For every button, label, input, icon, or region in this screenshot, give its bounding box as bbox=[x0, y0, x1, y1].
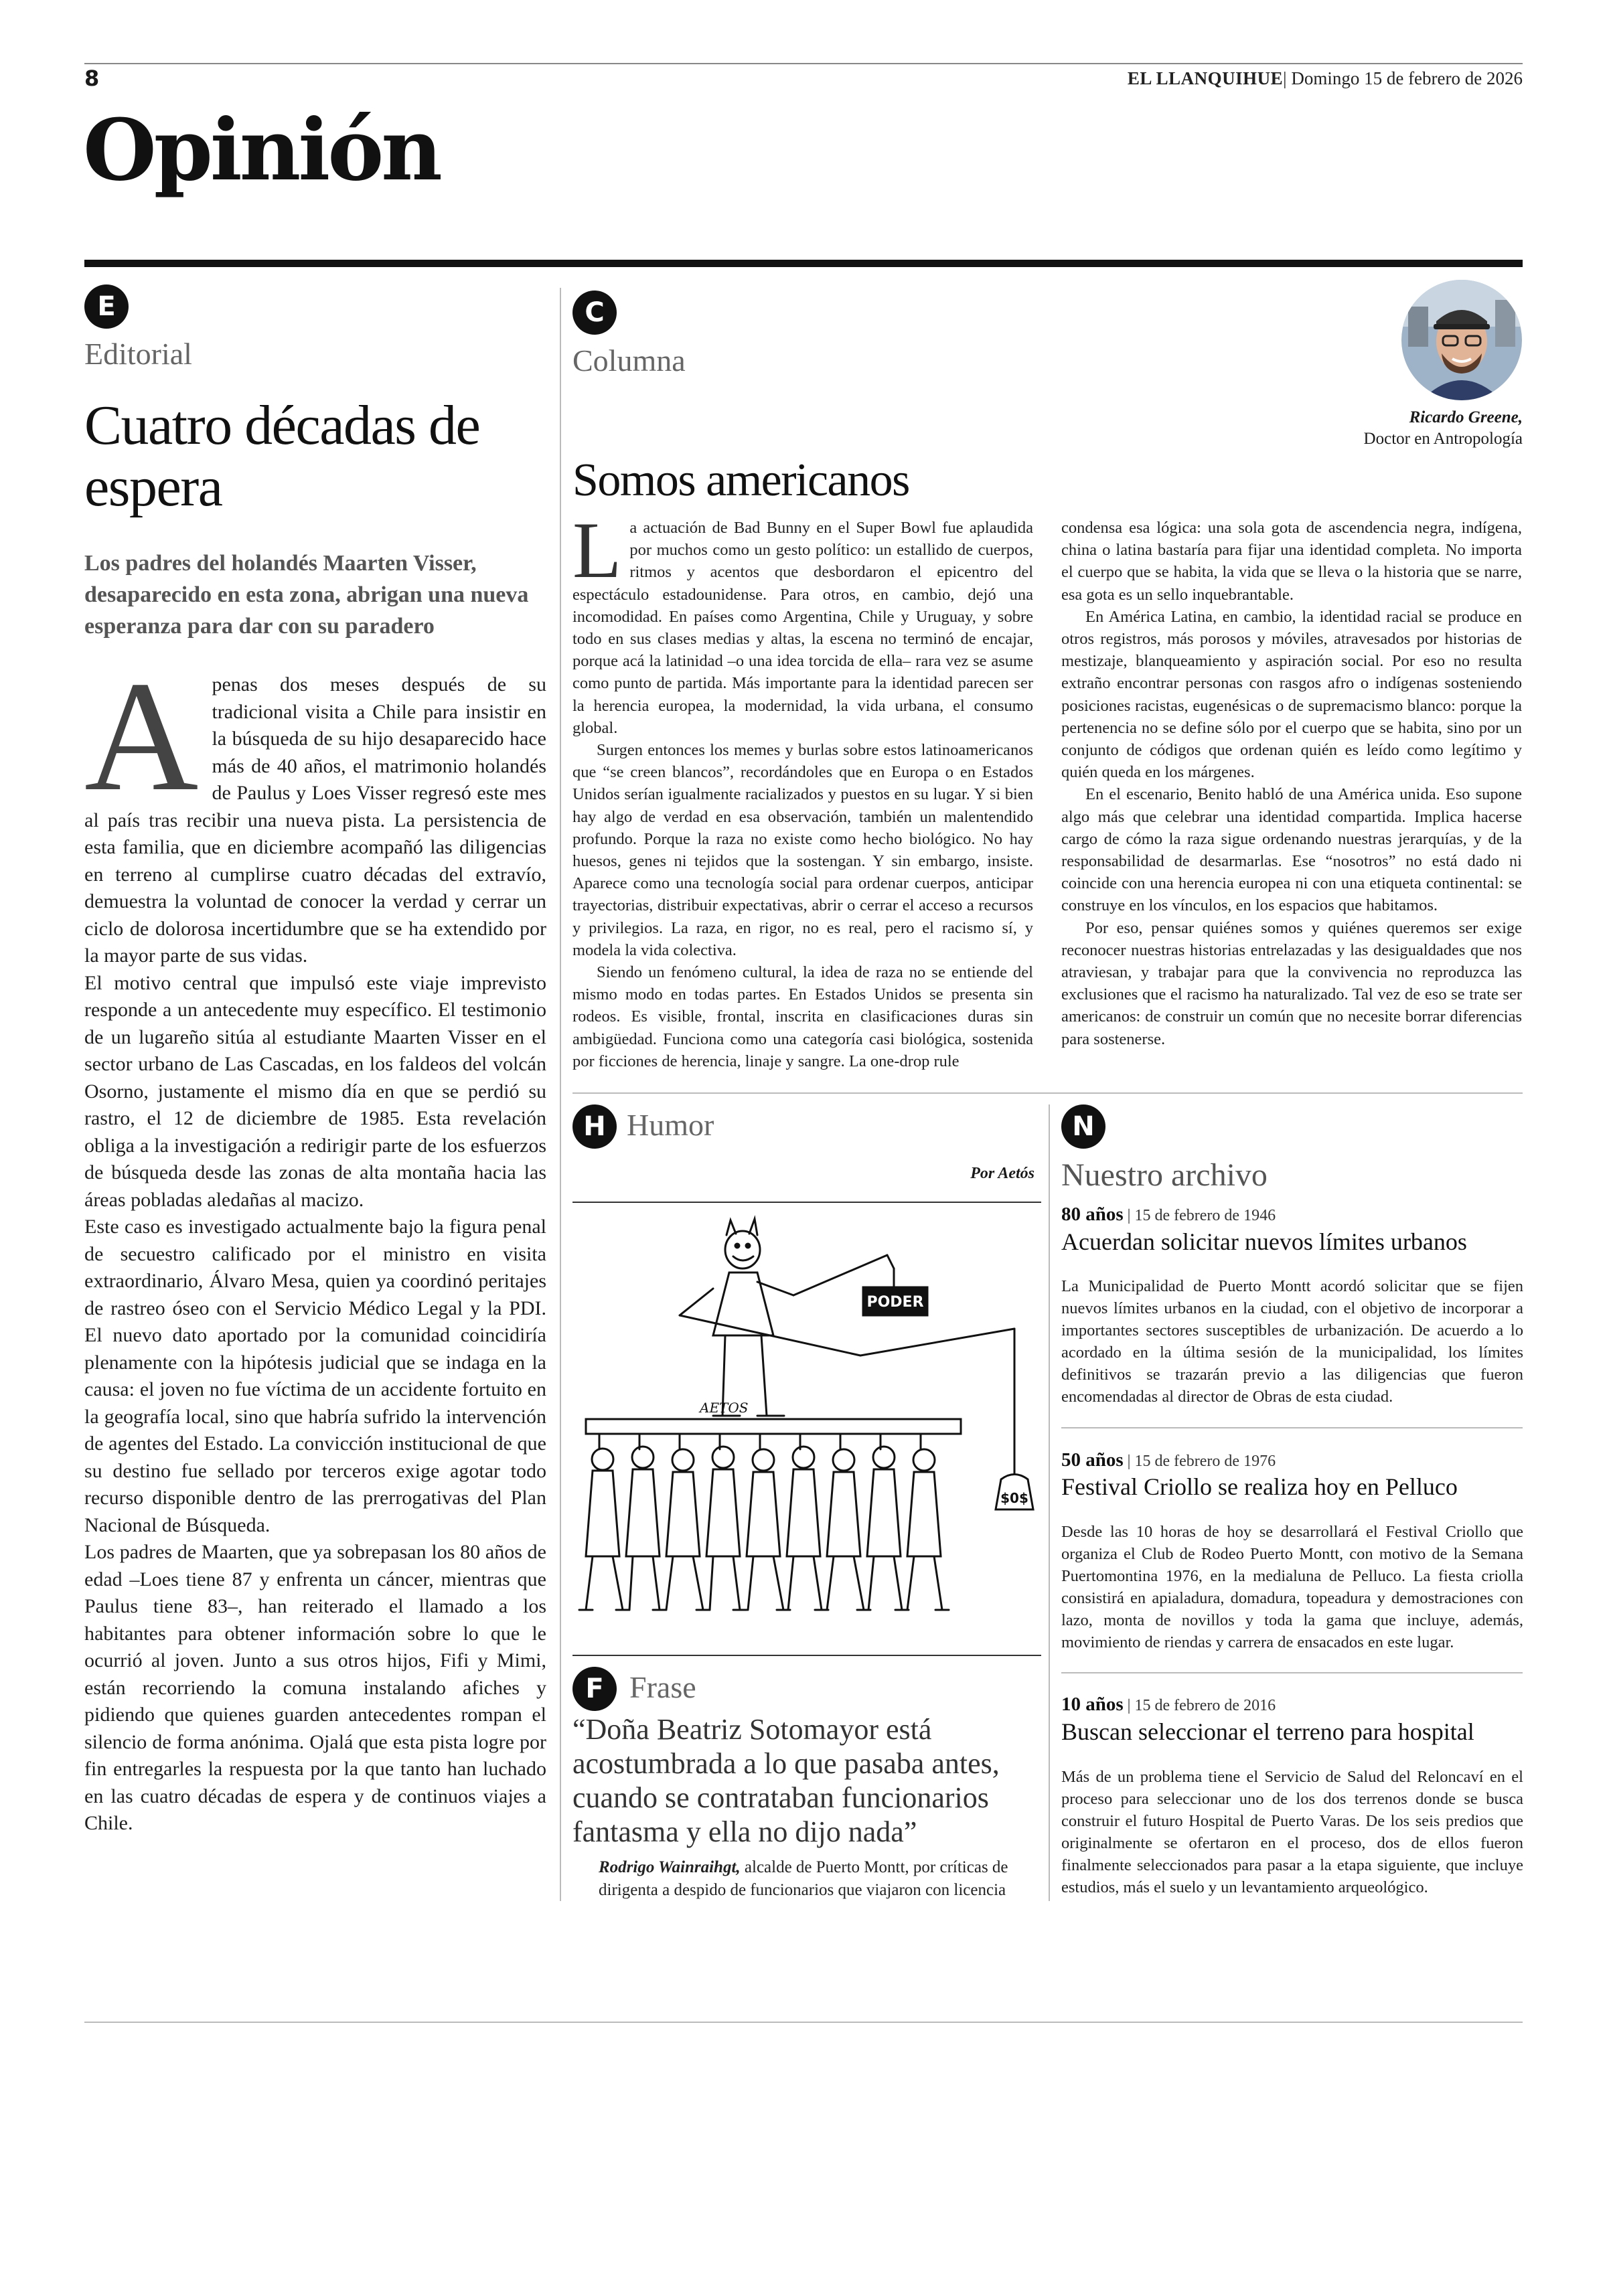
frase-badge: F bbox=[572, 1667, 617, 1711]
cartoon-sign-text: PODER bbox=[866, 1294, 924, 1311]
section-rule bbox=[84, 260, 1523, 267]
issue-date: Domingo 15 de febrero de 2026 bbox=[1291, 68, 1523, 88]
column-divider-left bbox=[560, 288, 561, 1901]
editorial-headline: Cuatro décadas de espera bbox=[84, 394, 480, 518]
archive-body-2: Desde las 10 horas de hoy se desarrollará el Festival Criollo que organiza el Club de Rodeo Puerto Montt, con motivo de la Semana Puertomontina 1976, en la medialuna de Pelluco. La fiesta criolla consistirá en apialadura, domadura, topeadura y demostraciones con lazo, monta de novillos y toda la gama que incluye, además, movimiento de riendas y carrera de ensacados en este lugar. bbox=[1061, 1523, 1523, 1651]
column-divider-right bbox=[1049, 1104, 1050, 1901]
column-paragraph: La actuación de Bad Bunny en el Super Bowl fue aplaudida por muchos como un gesto político: un estallido de cuerpos, ritmos y acentos que desbordaron el epicentro del espectáculo estadounidense. Para otros, en cambio, dejó una incomodidad. En países como Argentina, Chile y Uruguay, y sobre todo en sus clases medias y altas, la escena no terminó de encajar, porque acá la latinidad –o una idea torcida de ella– rara vez se asume como punto de partida. Más importante para la identidad parecen ser la herencia europea, la modernidad, la vida urbana, el consumo global. bbox=[572, 505, 1033, 737]
section-title: Opinión bbox=[83, 100, 440, 199]
column-paragraph: Surgen entonces los memes y burlas sobre estos latinoamericanos que “se creen blancos”, recordándoles que en Europa o en Estados Unidos serían igualmente racializados y puestos en su lugar. Y si bien hay algo de verdad en esa observación, también un malentendido profundo. Porque la raza no existe como hecho biológico. No hay huesos, genes ni tejidos que la sostengan. Y sin embargo, insiste. Aparece como una tecnología social para ordenar cuerpos, anticipar trayectorias, distribuir expectativas, abrir o cerrar el acceso a recursos y privilegios. La raza, en rigor, no es real, pero el racismo sí, y modela la vida colectiva. bbox=[572, 741, 1033, 959]
editorial-paragraph: Apenas dos meses después de su tradicional visita a Chile para insistir en la búsqueda de su hijo desaparecido hace más de 40 años, el matrimonio holandés de Paulus y Loes Visser regresó este mes al país tras recibir una nueva pista. La persistencia de esta familia, que en diciembre acompañó las diligencias en terreno al cumplirse cuatro décadas del extravío, demuestra la voluntad de conocer la verdad y cerrar un ciclo de dolorosa incertidumbre que se ha extendido por la mayor parte de sus vidas. bbox=[84, 649, 546, 967]
archive-badge: N bbox=[1061, 1104, 1105, 1149]
column-text-right bbox=[1061, 517, 1522, 1050]
frase-attribution bbox=[599, 1856, 1041, 1902]
editorial-paragraph: Este caso es investigado actualmente bajo la figura penal de secuestro calificado por el ministro en visita extraordinario, Álvaro Mesa, quien ya coordinó peritajes de rastreo óseo con el Servicio Médico Legal y la PDI. El nuevo dato aportado por la comunidad coincidiría plenamente con la hipótesis judicial que se indaga en la causa: el joven no fue víctima de un accidente fortuito en la geografía local, sino que habría sufrido la intervención de agentes del Estado. La convicción institucional de que su destino fue sellado por terceros exige agotar todo recurso disponible dentro de las prerrogativas del Plan Nacional de Búsqueda. bbox=[84, 1216, 546, 1536]
humor-cartoon bbox=[572, 1208, 1041, 1650]
column-paragraph: En el escenario, Benito habló de una América unida. Eso supone algo más que celebrar una identidad compartida. Implica hacerse cargo de cómo la raza sigue ordenando nuestras jerarquías, y de la responsabilidad de desarmarlas. Ese “nosotros” no está dado ni coincide con una herencia europea ni con una etiqueta continental: se construye en los vínculos, en los espacios que habitamos. bbox=[1061, 785, 1522, 915]
humor-badge: H bbox=[572, 1104, 617, 1149]
column-dropcap: L bbox=[572, 505, 622, 594]
editorial-kicker: Editorial bbox=[84, 337, 192, 371]
humor-bottom-rule bbox=[572, 1655, 1041, 1656]
column-paragraph: Siendo un fenómeno cultural, la idea de raza no se entiende del mismo modo en todas partes. En Estados Unidos se presenta sin rodeos. Es visible, frontal, inscrita en clasificaciones duras sin ambigüedad. Funciona como una categoría casi biológica, sostenida por ficciones de herencia, linaje y sangre. La one-drop rule bbox=[572, 963, 1033, 1070]
archive-divider bbox=[1061, 1672, 1523, 1673]
column-bottom-rule bbox=[572, 1092, 1523, 1094]
column-paragraph: condensa esa lógica: una sola gota de ascendencia negra, indígena, china o latina bastaría para fijar una identidad completa. No importa el cuerpo que se habita, la vida que se lleva o la historia que se narre, esa gota es un sello inquebrantable. bbox=[1061, 519, 1522, 604]
editorial-deck: Los padres del holandés Maarten Visser, desaparecido en esta zona, abrigan una nueva esperanza para dar con su paradero bbox=[84, 551, 529, 639]
archive-divider bbox=[1061, 1427, 1523, 1428]
frase-context: alcalde de Puerto Montt, por críticas de dirigenta a despido de funcionarios que viajaron con licencia bbox=[599, 1858, 1008, 1899]
archive-kicker: Nuestro archivo bbox=[1061, 1157, 1268, 1193]
archive-headline-3: Buscan seleccionar el terreno para hospital bbox=[1061, 1718, 1474, 1745]
author-avatar bbox=[1401, 280, 1522, 400]
header-rule bbox=[84, 63, 1523, 64]
author-role: Doctor en Antropología bbox=[1363, 430, 1523, 448]
archive-date-3: 10 años | 15 de febrero de 2016 bbox=[1061, 1694, 1276, 1715]
archive-body-3: Más de un problema tiene el Servicio de Salud del Reloncaví en el proceso para seleccionar uno de los dos terrenos donde se busca construir el futuro Hospital de Puerto Varas. De los seis predios que originalmente se ofertaron en el proceso, dos de ellos fueron finalmente seleccionados para pasar a la etapa siguiente, que incluye estudios, más el suelo y un levantamiento arqueológico. bbox=[1061, 1768, 1523, 1896]
column-paragraph: Por eso, pensar quiénes somos y quiénes queremos ser exige reconocer nuestras historias entrelazadas y las desigualdades que nos atraviesan, y trabajar para que la convivencia no reproduzca las exclusiones que el racismo ha naturalizado. Tal vez de eso se trate ser americanos: de construir un común que no necesite borrar diferencias para sostenerse. bbox=[1061, 918, 1522, 1048]
author-name: Ricardo Greene, bbox=[1409, 408, 1523, 426]
page-bottom-rule bbox=[84, 2022, 1523, 2023]
archive-body-1: La Municipalidad de Puerto Montt acordó solicitar que se fijen nuevos límites urbanos en la ciudad, con el objetivo de incorporar a importantes sectores susceptibles de urbanización. De acuerdo a lo acordado en la última sesión de la municipalidad, los límites definitivos se trazarán previo a las diligencias que fueron encomendadas al director de Obras de esta ciudad. bbox=[1061, 1277, 1523, 1406]
frase-author: Rodrigo Wainraihgt, bbox=[599, 1858, 741, 1876]
editorial-badge: E bbox=[84, 284, 129, 329]
editorial-paragraph: Los padres de Maarten, que ya sobrepasan los 80 años de edad –Loes tiene 87 y enfrenta un cáncer, mientras que Paulus tiene 83–, han reiterado el llamado a los habitantes para obtener información sobre lo que le ocurrió al joven. Junto a sus otros hijos, Fifi y Mimi, están recorriendo la comuna instalando afiches y pidiendo que quienes guarden antecedentes rompan el silencio de forma anónima. Ojalá que esta pista logre por fin entregarles la respuesta por la que tanto han luchado en las cuatro décadas de espera y de continuos viajes a Chile. bbox=[84, 1541, 546, 1834]
column-headline: Somos americanos bbox=[572, 455, 909, 506]
archive-date-1: 80 años | 15 de febrero de 1946 bbox=[1061, 1204, 1276, 1225]
column-paragraph: En América Latina, en cambio, la identidad racial se produce en otros registros, más porosos y móviles, atravesados por historias de mestizaje, blanqueamiento y aspiración social. Por eso no resulta extraño encontrar personas con rasgos afro o indígenas sosteniendo posiciones racistas, eugenésicas o de supremacismo blanco: porque la pertenencia no se define sólo por el cuerpo que se habita, sino por un conjunto de códigos que ordenan quién es leído como legítimo y quién queda en los márgenes. bbox=[1061, 607, 1522, 782]
column-kicker: Columna bbox=[572, 343, 686, 378]
archive-date-2: 50 años | 15 de febrero de 1976 bbox=[1061, 1449, 1276, 1471]
cartoon-bag-text: $0$ bbox=[1000, 1490, 1028, 1506]
humor-byline: Por Aetós bbox=[970, 1165, 1035, 1182]
archive-headline-2: Festival Criollo se realiza hoy en Pelluco bbox=[1061, 1473, 1458, 1500]
humor-rule bbox=[572, 1202, 1041, 1203]
cartoon-signature: AETOS bbox=[700, 1400, 749, 1416]
page-number: 8 bbox=[84, 66, 100, 91]
publication-name: EL LLANQUIHUE bbox=[1127, 68, 1284, 88]
editorial-dropcap: A bbox=[84, 649, 199, 824]
editorial-body bbox=[84, 649, 546, 1837]
archive-headline-1: Acuerdan solicitar nuevos límites urbanos bbox=[1061, 1228, 1467, 1255]
editorial-paragraph: El motivo central que impulsó este viaje imprevisto responde a un antecedente muy específico. El testimonio de un lugareño sitúa al estudiante Maarten Visser en el sector urbano de Las Cascadas, en los faldeos del volcán Osorno, justamente el mismo día en que se perdió su rastro, el 12 de diciembre de 1985. Esta revelación obliga a la investigación a redirigir parte de los esfuerzos de búsqueda desde las zonas de alta montaña hacia las áreas pobladas aledañas al macizo. bbox=[84, 971, 546, 1211]
humor-kicker: Humor bbox=[627, 1108, 714, 1142]
masthead-separator: | bbox=[1283, 68, 1287, 88]
column-text-left bbox=[572, 505, 1033, 1072]
frase-quote: “Doña Beatriz Sotomayor está acostumbrada a lo que pasaba antes, cuando se contrataban funcionarios fantasma y ella no dijo nada” bbox=[572, 1713, 1000, 1848]
column-badge: C bbox=[572, 291, 617, 335]
frase-kicker: Frase bbox=[629, 1670, 696, 1704]
masthead bbox=[1128, 68, 1523, 89]
